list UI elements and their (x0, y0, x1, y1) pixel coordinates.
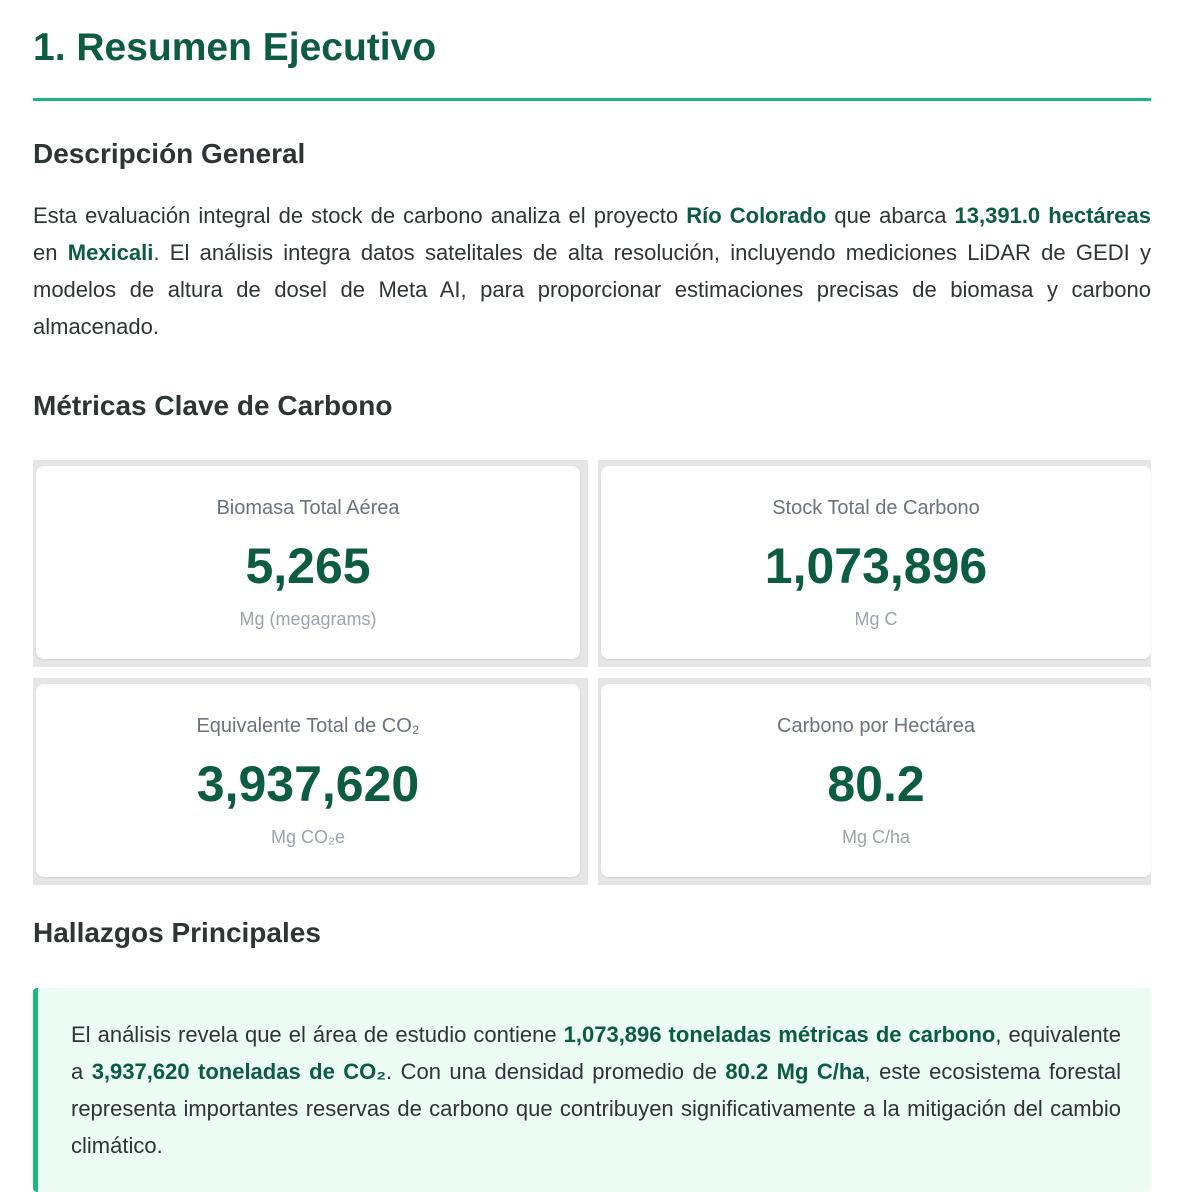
metric-card-wrap (33, 460, 588, 667)
findings-paragraph (71, 1016, 1121, 1164)
findings-text: El análisis revela que el área de estudio contiene (71, 1022, 564, 1047)
metrics-grid (33, 460, 1151, 885)
metric-label: Equivalente Total de CO₂ (196, 715, 420, 737)
findings-text: , equivalente a (71, 1022, 1122, 1084)
project-location: Mexicali (67, 240, 154, 265)
findings-callout (33, 988, 1151, 1192)
metric-card-wrap (33, 678, 588, 885)
metric-card-wrap (598, 460, 1151, 667)
metric-card-biomass (36, 466, 580, 659)
metric-unit: Mg C/ha (841, 827, 911, 847)
metric-card-wrap (598, 678, 1151, 885)
report-page (33, 0, 1151, 1192)
metric-value: 1,073,896 (764, 538, 988, 594)
findings-co2: 3,937,620 toneladas de CO₂ (91, 1059, 387, 1084)
metric-unit: Mg C (854, 609, 898, 629)
findings-carbon: 1,073,896 toneladas métricas de carbono (563, 1022, 996, 1047)
metric-card-co2 (36, 684, 580, 877)
metric-value: 3,937,620 (196, 756, 420, 812)
metric-label: Stock Total de Carbono (772, 497, 980, 519)
findings-text: , este ecosistema forestal representa importantes reservas de carbono que contribuyen significativamente a la mitigación del cambio climático. (71, 1059, 1121, 1158)
metric-card-carbon-stock (601, 466, 1151, 659)
project-name: Río Colorado (686, 203, 827, 228)
metric-label: Biomasa Total Aérea (216, 497, 400, 519)
overview-text: en (33, 240, 68, 265)
metric-unit: Mg (megagrams) (239, 609, 377, 629)
metric-value: 5,265 (245, 538, 371, 594)
metric-value: 80.2 (827, 756, 925, 812)
metric-card-carbon-per-hectare (601, 684, 1151, 877)
overview-text: Esta evaluación integral de stock de carbono analiza el proyecto (33, 203, 687, 228)
title-divider (33, 98, 1151, 101)
metric-label: Carbono por Hectárea (777, 715, 975, 737)
findings-density: 80.2 Mg C/ha (725, 1059, 865, 1084)
metrics-heading: Métricas Clave de Carbono (33, 390, 393, 421)
findings-text: . Con una densidad promedio de (386, 1059, 726, 1084)
page-title: 1. Resumen Ejecutivo (33, 26, 437, 69)
overview-heading: Descripción General (33, 138, 306, 169)
overview-text: que abarca (826, 203, 955, 228)
metric-unit: Mg CO₂e (270, 827, 345, 847)
overview-text: . El análisis integra datos satelitales de alta resolución, incluyendo mediciones LiDAR de GEDI y modelos de altura de dosel de Meta AI, para proporcionar estimaciones precisas de biomasa y carbono almacenado. (33, 240, 1151, 339)
project-area: 13,391.0 hectáreas (954, 203, 1151, 228)
findings-heading: Hallazgos Principales (33, 917, 321, 948)
overview-paragraph (33, 197, 1151, 345)
